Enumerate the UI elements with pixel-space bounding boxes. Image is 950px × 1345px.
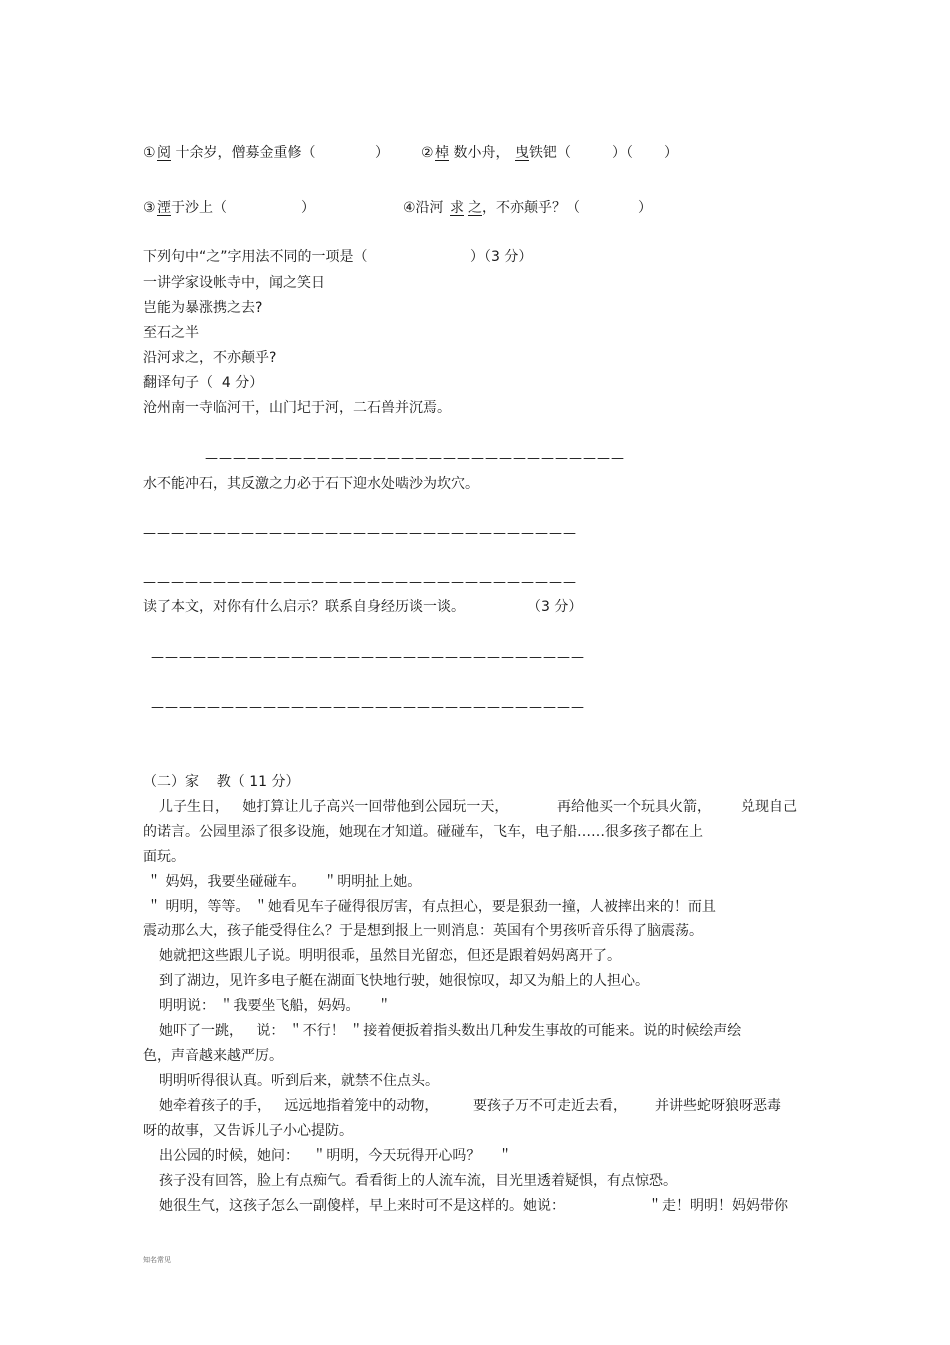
paragraph-5: 到了湖边，见许多电子艇在湖面飞快地行驶，她很惊叹，却又为船上的人担心。: [159, 973, 649, 989]
paragraph-7-line-2: 色，声音越来越严厉。: [143, 1048, 283, 1064]
word-q3-close: ）: [301, 200, 315, 216]
word-q3-text: 于沙上（: [171, 200, 227, 216]
word-q2-text-2: 铁钯（: [529, 145, 571, 161]
word-q2-keyword-2: 曳: [515, 145, 529, 161]
paragraph-1-part-2: 再给他买一个玩具火箭，: [557, 799, 711, 815]
paragraph-3-line-2: 震动那么大，孩子能受得住么？于是想到报上一则消息：英国有个男孩听音乐得了脑震荡。: [143, 923, 703, 939]
insight-answer-line-2[interactable]: ———————————————————————————————: [151, 700, 585, 715]
paragraph-1-part-3: 兑现自己: [741, 799, 797, 815]
paragraph-9-part-1: 她牵着孩子的手， 远远地指着笼中的动物，: [159, 1098, 439, 1114]
insight-title: 读了本文，对你有什么启示？联系自身经历谈一谈。: [143, 599, 465, 615]
word-q2-close-2: ）: [664, 145, 678, 161]
paragraph-10: 出公园的时候，她问： ＂明明，今天玩得开心吗？ ＂: [159, 1148, 513, 1164]
zhi-option-2: 岂能为暴涨携之去?: [143, 300, 263, 316]
translation-sentence-2: 水不能冲石，其反激之力必于石下迎水处啮沙为坎穴。: [143, 476, 479, 492]
paragraph-1-line-2: 的诺言。公园里添了很多设施，她现在才知道。碰碰车，飞车，电子船……很多孩子都在上: [143, 824, 703, 840]
paragraph-6: 明明说： ＂我要坐飞船，妈妈。 ＂: [159, 998, 392, 1014]
insight-score: （3 分）: [527, 599, 583, 615]
translation-answer-line-1[interactable]: ——————————————————————————————: [205, 451, 625, 466]
word-q4-text: ，不亦颠乎？（: [482, 200, 580, 216]
paragraph-12-part-2: ＂走！明明！妈妈带你: [648, 1198, 788, 1214]
page-footer: 知名常见: [143, 1256, 171, 1264]
translation-sentence-1: 沧州南一寺临河干，山门圮于河，二石兽并沉焉。: [143, 400, 451, 416]
paragraph-2: ＂ 妈妈，我要坐碰碰车。 ＂明明扯上她。: [147, 874, 422, 890]
translation-title: 翻译句子（ 4 分）: [143, 375, 264, 391]
passage-heading: （二）家 教（ 11 分）: [143, 774, 300, 790]
translation-answer-line-3[interactable]: ———————————————————————————————: [143, 575, 577, 590]
paragraph-11: 孩子没有回答，脸上有点痴气。看看街上的人流车流，目光里透着疑惧，有点惊恐。: [159, 1173, 677, 1189]
paragraph-9-line-2: 呀的故事，又告诉儿子小心提防。: [143, 1123, 353, 1139]
word-q4-close: ）: [638, 200, 652, 216]
word-q1-number: ①: [143, 145, 156, 161]
zhi-question-score: ）（3 分）: [470, 249, 533, 265]
paragraph-12-part-1: 她很生气，这孩子怎么一副傻样，早上来时可不是这样的。她说：: [159, 1198, 565, 1214]
insight-answer-line-1[interactable]: ———————————————————————————————: [151, 650, 585, 665]
word-q3-number: ③: [143, 200, 156, 216]
word-q1-text: 十余岁，僧募金重修（: [171, 145, 316, 161]
word-q4-keyword-2: 之: [468, 200, 482, 216]
paragraph-1-line-3: 面玩。: [143, 849, 185, 865]
word-q2-text: 数小舟，: [449, 145, 510, 161]
word-q4-keyword: 求: [450, 200, 464, 216]
paragraph-1-part-1: 儿子生日， 她打算让儿子高兴一回带他到公园玩一天，: [159, 799, 509, 815]
zhi-option-4: 沿河求之，不亦颠乎?: [143, 350, 277, 366]
word-q1-keyword: 阅: [157, 145, 171, 161]
zhi-question-title: 下列句中“之”字用法不同的一项是（: [143, 249, 368, 265]
word-q2-keyword: 棹: [435, 145, 449, 161]
word-q1-close: ）: [375, 145, 389, 161]
word-q2-number: ②: [421, 145, 434, 161]
word-q3-keyword: 湮: [157, 200, 171, 216]
paragraph-3-line-1: ＂ 明明，等等。 ＂她看见车子碰得很厉害，有点担心，要是狠劲一撞，人被摔出来的！而且: [147, 899, 716, 915]
zhi-option-3: 至石之半: [143, 325, 199, 341]
zhi-option-1: 一讲学家设帐寺中，闻之笑日: [143, 275, 325, 291]
word-q2-close: ）（: [612, 145, 633, 161]
paragraph-8: 明明听得很认真。听到后来，就禁不住点头。: [159, 1073, 439, 1089]
paragraph-9-part-3: 并讲些蛇呀狼呀恶毒: [655, 1098, 781, 1114]
paragraph-7-line-1: 她吓了一跳， 说： ＂不行！ ＂接着便扳着指头数出几种发生事故的可能来。说的时候绘声绘: [159, 1023, 742, 1039]
paragraph-4: 她就把这些跟儿子说。明明很乖，虽然目光留恋，但还是跟着妈妈离开了。: [159, 948, 621, 964]
paragraph-9-part-2: 要孩子万不可走近去看，: [473, 1098, 627, 1114]
translation-answer-line-2[interactable]: ———————————————————————————————: [143, 526, 577, 541]
word-q4-number: ④沿河: [403, 200, 444, 216]
